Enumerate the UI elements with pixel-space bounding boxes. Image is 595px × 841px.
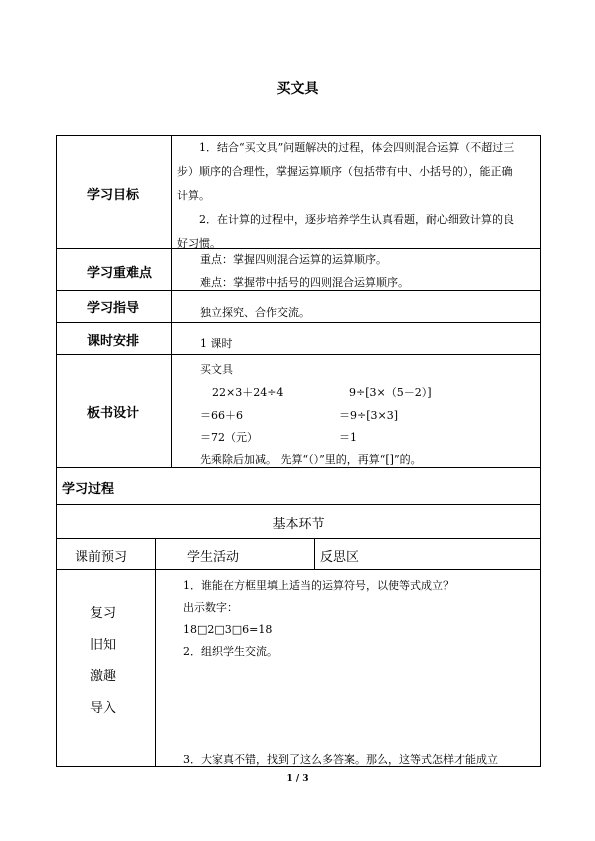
review-side-1: 复习 [90, 606, 117, 621]
review-side-2: 旧知 [90, 638, 117, 653]
schedule-text: 1 课时 [200, 337, 233, 350]
review-line-5: 3．大家真不错，找到了这么多答案。那么，这等式怎样才能成立 [183, 753, 498, 766]
row-divider [57, 569, 540, 570]
basic-section-label: 基本环节 [272, 517, 325, 532]
review-line-1: 1．谁能在方框里填上适当的运算符号，以使等式成立？ [183, 579, 454, 592]
column-student-activity: 学生活动 [187, 550, 240, 565]
board-left-line-1: 22×3＋24÷4 [212, 386, 284, 399]
board-footer: 先乘除后加减。 先算“（）”里的，再算“[]”的。 [200, 453, 422, 466]
column-divider [171, 136, 172, 467]
row-divider [57, 504, 540, 505]
column-reflection: 反思区 [320, 550, 360, 565]
schedule-label: 课时安排 [87, 334, 140, 349]
board-left-line-3: ＝72（元） [200, 431, 258, 444]
row-divider [57, 538, 540, 539]
review-side-3: 激趣 [90, 669, 117, 684]
board-right-line-3: ＝1 [339, 431, 357, 444]
row-divider [57, 354, 540, 355]
review-line-4: 2．组织学生交流。 [183, 645, 278, 658]
lesson-plan-table [56, 135, 541, 767]
column-divider [155, 538, 156, 767]
board-heading: 买文具 [200, 363, 233, 376]
row-divider [57, 322, 540, 323]
column-divider [314, 538, 315, 569]
objectives-label: 学习目标 [87, 188, 140, 203]
objectives-p2: 2．在计算的过程中，逐步培养学生认真看题，耐心细致计算的良好习惯。 [177, 213, 514, 250]
row-divider [57, 467, 540, 468]
board-left-line-2: ＝66＋6 [200, 409, 243, 422]
column-preview: 课前预习 [75, 550, 128, 565]
board-right-line-2: ＝9÷[3×3] [339, 409, 399, 422]
process-label: 学习过程 [62, 482, 115, 497]
guidance-text: 独立探究、合作交流。 [200, 306, 310, 319]
page-number: 1 / 3 [286, 774, 309, 784]
objectives-p1: 1．结合“买文具”问题解决的过程，体会四则混合运算（不超过三步）顺序的合理性，掌握运算顺序（包括带有中、小括号的），能正确计算。 [177, 141, 515, 202]
objectives-content [177, 136, 517, 256]
keypoints-label: 学习重难点 [87, 266, 153, 281]
keypoint-difficult: 难点：掌握带中括号的四则混合运算顺序。 [200, 276, 409, 289]
guidance-label: 学习指导 [87, 301, 140, 316]
review-side-4: 导入 [90, 701, 117, 716]
row-divider [57, 290, 540, 291]
review-line-2: 出示数字： [183, 601, 238, 614]
page-title: 买文具 [276, 81, 319, 97]
board-right-line-1: 9÷[3×（5－2）] [349, 386, 432, 399]
review-line-3: 18□2□3□6=18 [183, 623, 273, 636]
board-label: 板书设计 [87, 406, 140, 421]
keypoint-primary: 重点：掌握四则混合运算的运算顺序。 [200, 253, 387, 266]
